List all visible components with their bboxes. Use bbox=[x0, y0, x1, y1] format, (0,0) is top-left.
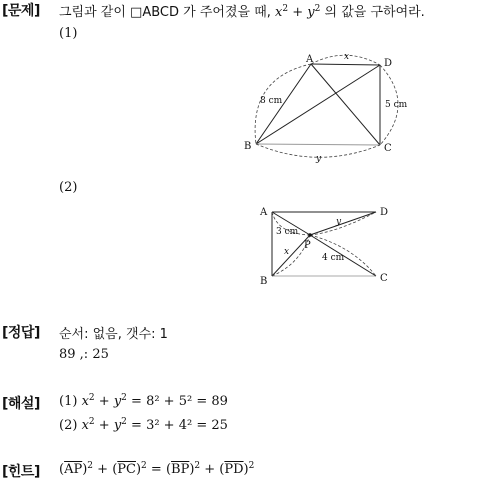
math-y: $y^2$ bbox=[307, 4, 321, 20]
fig2-point-p bbox=[308, 233, 312, 237]
hint-segment-pd: $\overline{PD}$ bbox=[224, 462, 244, 477]
fig1-label-a: A bbox=[306, 54, 314, 65]
fig2-label-a: A bbox=[260, 207, 268, 218]
hint-segment-pc: $\overline{PC}$ bbox=[117, 462, 136, 477]
math-x: $x^2$ bbox=[275, 4, 289, 20]
fig1-label-ab: 8 cm bbox=[260, 96, 283, 106]
answer-line2: 89 ,: 25 bbox=[59, 347, 109, 362]
solution-line1-rest: = 8² + 5² = 89 bbox=[131, 394, 228, 409]
fig1-edge-ad bbox=[311, 64, 380, 65]
answer-line1: 순서: 없음, 갯수: 1 bbox=[59, 327, 168, 342]
problem-statement: 그림과 같이 □ABCD 가 주어졌을 때, $x^2 + y^2$ 의 값을 구하여라. bbox=[59, 4, 425, 20]
hint-segment-ap: $\overline{AP}$ bbox=[64, 462, 83, 477]
problem-statement-tail: 의 값을 구하여라. bbox=[324, 5, 425, 20]
problem-statement-text: 그림과 같이 □ABCD 가 주어졌을 때, bbox=[59, 5, 271, 20]
problem-part1: (1) bbox=[59, 26, 78, 41]
fig1-label-b: B bbox=[244, 141, 252, 152]
fig2-label-ap: 3 cm bbox=[276, 227, 299, 237]
fig2-label-p: P bbox=[304, 240, 311, 251]
fig1-label-y: y bbox=[316, 154, 322, 164]
fig1-label-d: D bbox=[384, 58, 393, 69]
fig2-label-b: B bbox=[260, 276, 268, 287]
fig2-label-y: y bbox=[336, 217, 342, 227]
fig2-label-pc: 4 cm bbox=[322, 253, 345, 263]
solution-line1-prefix: (1) bbox=[59, 394, 78, 409]
solution-line1: (1) $x^2 + y^2 = 8^2 + 5^2 = 89$ bbox=[59, 393, 228, 409]
fig1-edge-ac bbox=[311, 64, 380, 145]
figure-2-diagram bbox=[256, 202, 396, 288]
fig1-label-x: x bbox=[344, 52, 350, 62]
problem-part2: (2) bbox=[59, 180, 78, 195]
fig1-edge-bc bbox=[256, 144, 380, 145]
solution-line2-prefix: (2) bbox=[59, 418, 78, 433]
fig1-label-c: C bbox=[384, 143, 392, 154]
fig2-label-d: D bbox=[380, 207, 389, 218]
solution-line2: (2) $x^2 + y^2 = 3^2 + 4^2 = 25$ bbox=[59, 417, 228, 433]
hint-label: [힌트] bbox=[2, 464, 40, 480]
figure-1-diagram bbox=[240, 52, 420, 168]
hint-segment-bp: $\overline{BP}$ bbox=[171, 462, 190, 477]
fig2-label-c: C bbox=[380, 273, 388, 284]
fig2-label-x: x bbox=[284, 247, 290, 257]
solution-label: [해설] bbox=[2, 396, 40, 412]
answer-label: [정답] bbox=[2, 325, 40, 341]
fig1-label-cd: 5 cm bbox=[385, 100, 408, 110]
fig2-segment-pd bbox=[310, 212, 376, 235]
solution-line2-rest: = 3² + 4² = 25 bbox=[131, 418, 228, 433]
hint-formula: $(\overline{AP})^2 + (\overline{PC})^2 = (\overline{BP})^2 + (\overline{PD})^2$ bbox=[59, 461, 255, 477]
problem-label: [문제] bbox=[2, 3, 40, 19]
